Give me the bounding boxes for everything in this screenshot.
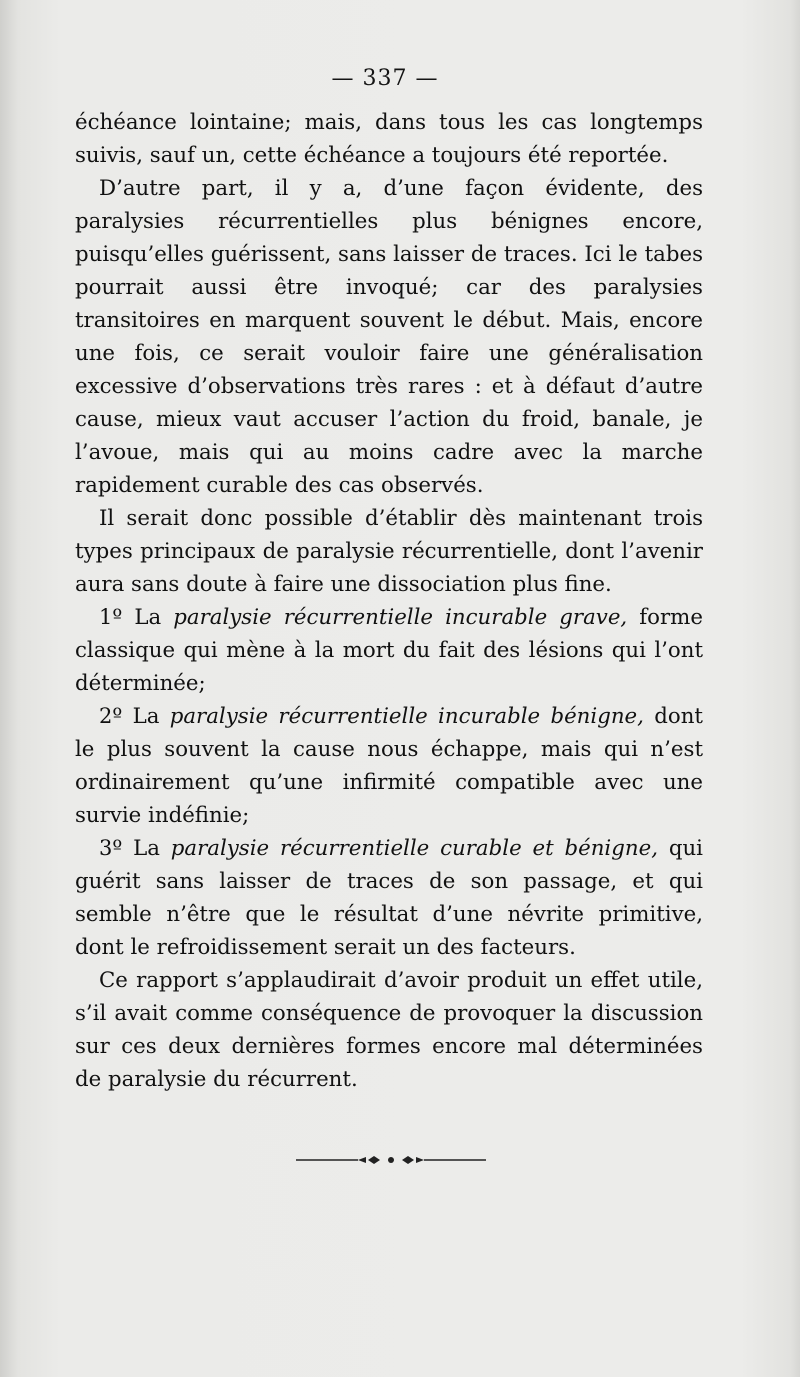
item-description: dont le plus souvent la cause nous échappe, mais qui n’est ordinairement qu’une infirmité compatible avec une survie indéfinie; — [75, 704, 703, 828]
page-number: — 337 — — [331, 66, 439, 91]
list-item-type-3 — [75, 832, 703, 964]
item-lead: La — [132, 704, 160, 729]
item-number: 3º — [99, 836, 123, 860]
paragraph-continuation: échéance lointaine; mais, dans tous les cas longtemps suivis, sauf un, cette échéance a toujours été reportée. — [75, 110, 703, 168]
item-lead: La — [133, 836, 160, 861]
list-item-type-2 — [75, 700, 703, 832]
item-description: forme classique qui mène à la mort du fait des lésions qui l’ont déterminée; — [75, 605, 703, 696]
item-italic-term: paralysie récurrentielle incurable bénigne, — [169, 704, 644, 729]
item-italic-term: paralysie récurrentielle curable et bénigne, — [170, 836, 658, 861]
end-ornament-icon — [296, 1150, 486, 1170]
item-number: 1º — [99, 605, 123, 629]
item-italic-term: paralysie récurrentielle incurable grave, — [173, 605, 628, 630]
item-description: qui guérit sans laisser de traces de son passage, et qui semble n’être que le résultat d’une névrite primitive, dont le refroidissement serait un des facteurs. — [75, 836, 703, 960]
item-number: 2º — [99, 704, 123, 728]
paragraph-three-types: Il serait donc possible d’établir dès maintenant trois types principaux de paralysie récurrentielle, dont l’avenir aura sans doute à faire une dissociation plus fine. — [75, 506, 703, 597]
list-item-type-1 — [75, 601, 703, 700]
paragraph-other-forms: D’autre part, il y a, d’une façon évidente, des paralysies récurrentielles plus bénignes encore, puisqu’elles guérissent, sans laisser de traces. Ici le tabes pourrait aussi être invoqué; car des paralysies transitoires en marquent souvent le début. Mais, encore une fois, ce serait vouloir faire une généralisation excessive d’observations très rares : et à défaut d’autre cause, mieux vaut accuser l’action du froid, banale, je l’avoue, mais qui au moins cadre avec la marche rapidement curable des cas observés. — [75, 176, 703, 498]
paragraph-conclusion: Ce rapport s’applaudirait d’avoir produit un effet utile, s’il avait comme conséquence de provoquer la discussion sur ces deux dernières formes encore mal déterminées de paralysie du récurrent. — [75, 968, 703, 1092]
body-text — [75, 106, 703, 1096]
item-lead: La — [134, 605, 162, 630]
